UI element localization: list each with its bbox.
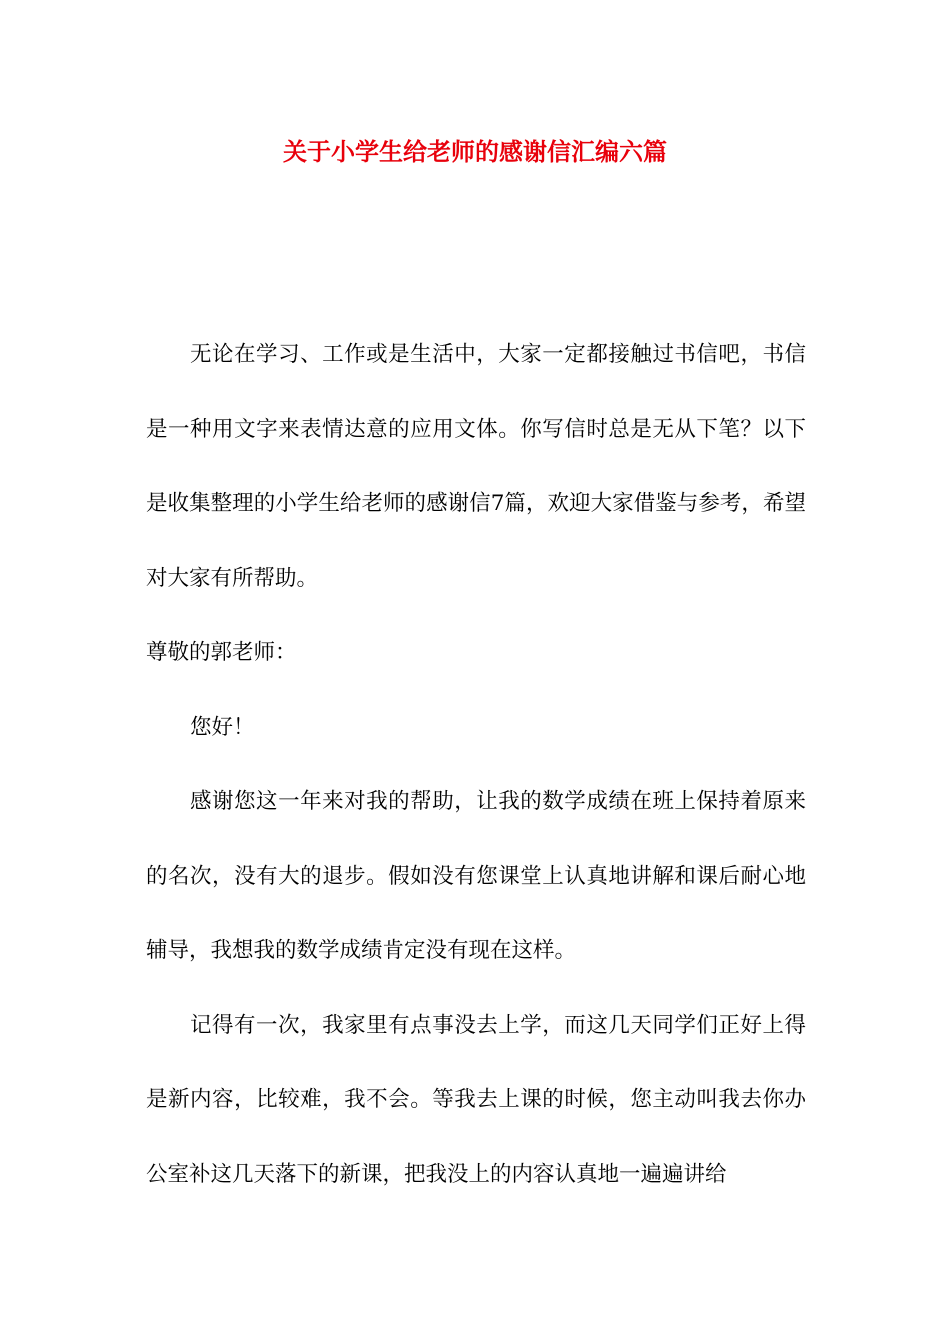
paragraph-intro: 无论在学习、工作或是生活中，大家一定都接触过书信吧，书信是一种用文字来表情达意的应用文体。你写信时总是无从下笔？以下是收集整理的小学生给老师的感谢信7篇，欢迎大家借鉴与参考，希望对大家有所帮助。 (146, 342, 806, 591)
document-title: 关于小学生给老师的感谢信汇编六篇 (283, 137, 667, 166)
paragraph-greeting: 您好！ (190, 714, 255, 740)
paragraph-salutation: 尊敬的郭老师： (146, 640, 297, 665)
document-body (146, 318, 806, 1212)
paragraph-thanks: 感谢您这一年来对我的帮助，让我的数学成绩在班上保持着原来的名次，没有大的退步。假如没有您课堂上认真地讲解和课后耐心地辅导，我想我的数学成绩肯定没有现在这样。 (146, 789, 806, 963)
paragraph-memory: 记得有一次，我家里有点事没去上学，而这几天同学们正好上得是新内容，比较难，我不会。等我去上课的时候，您主动叫我去你办公室补这几天落下的新课，把我没上的内容认真地一遍遍讲给 (146, 1012, 806, 1187)
